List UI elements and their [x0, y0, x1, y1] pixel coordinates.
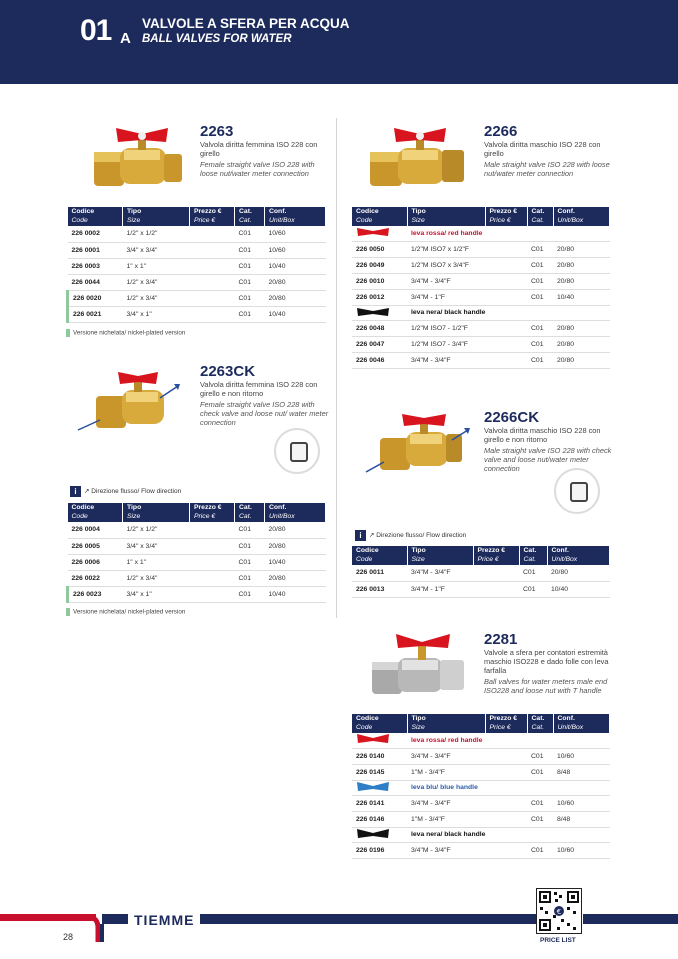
row-code: 226 0046	[352, 352, 407, 368]
row-cat: C01	[527, 336, 553, 352]
product-2263ck-info	[200, 364, 332, 427]
row-cat: C01	[235, 306, 265, 322]
product-desc-it: Valvola diritta maschio ISO 228 con girello e non ritorno	[484, 426, 601, 444]
th-cat-en: Cat.	[239, 512, 252, 520]
table-row	[352, 842, 610, 858]
th-conf: Conf.	[269, 504, 287, 511]
row-size: 1/2" x 3/4"	[123, 274, 190, 290]
row-size: 3/4"M - 3/4"F	[407, 565, 473, 581]
product-2263-info	[200, 124, 330, 178]
row-cat: C01	[527, 320, 553, 336]
table-row	[68, 258, 326, 274]
product-desc-it: Valvola diritta femmina ISO 228 con girello	[200, 140, 318, 158]
row-code: 226 0140	[352, 748, 407, 764]
section-letter: A	[120, 30, 131, 47]
th-price-en: Price €	[489, 723, 511, 731]
row-cat: C01	[527, 795, 553, 811]
row-box: 20/80	[553, 273, 610, 289]
row-box: 10/60	[265, 226, 326, 242]
row-code: 226 0011	[352, 565, 407, 581]
row-code: 226 0013	[352, 581, 407, 597]
row-cat: C01	[527, 748, 553, 764]
th-conf: Conf.	[551, 547, 569, 554]
row-size: 1/2" x 1/2"	[123, 522, 190, 538]
valve-2263ck-image	[74, 368, 184, 440]
th-code-en: Code	[356, 723, 373, 731]
product-2266ck-info	[484, 410, 614, 473]
row-size: 3/4"M - 3/4"F	[407, 748, 485, 764]
row-box: 20/80	[553, 241, 610, 257]
info-icon: i	[355, 530, 366, 541]
table-2263	[66, 207, 326, 323]
row-box: 10/40	[547, 581, 610, 597]
th-code-en: Code	[71, 512, 88, 520]
th-conf: Conf.	[269, 208, 287, 215]
row-code: 226 0050	[352, 241, 407, 257]
handle-label-blue: leva blu/ blue handle	[407, 780, 610, 795]
valve-2281-image	[366, 630, 474, 706]
th-size: Tipo	[411, 208, 426, 215]
red-handle-icon	[356, 227, 390, 237]
table-row	[68, 570, 326, 586]
nickel-note-text: Versione nichelata/ nickel-plated version	[73, 329, 186, 337]
red-handle-icon	[356, 733, 390, 745]
table-row	[68, 522, 326, 538]
row-box: 8/48	[553, 764, 610, 780]
svg-text:€: €	[556, 908, 562, 916]
table-row	[352, 748, 610, 764]
product-code: 2281	[484, 631, 518, 648]
info-icon: i	[70, 486, 81, 497]
table-row	[352, 565, 610, 581]
qr-code-icon[interactable]	[536, 888, 582, 934]
th-cat: Cat.	[523, 547, 537, 554]
row-size: 1/2"M ISO7 x 1/2"F	[407, 241, 485, 257]
row-box: 20/80	[265, 522, 326, 538]
row-cat: C01	[235, 554, 265, 570]
th-price-en: Price €	[194, 216, 216, 224]
th-code: Codice	[71, 208, 95, 215]
row-code: 226 0049	[352, 257, 407, 273]
row-size: 1"M - 3/4"F	[407, 764, 485, 780]
th-conf-en: Unit/Box	[557, 723, 584, 731]
handle-group-black	[352, 827, 610, 842]
handle-label-black: leva nera/ black handle	[407, 827, 610, 842]
th-price: Prezzo €	[489, 208, 518, 215]
row-cat: C01	[235, 242, 265, 258]
nickel-note-text: Versione nichelata/ nickel-plated version	[73, 608, 186, 616]
row-box: 10/60	[553, 748, 610, 764]
row-size: 3/4"M - 1"F	[407, 581, 473, 597]
row-size: 1" x 1"	[123, 554, 190, 570]
row-size: 1/2" x 3/4"	[123, 570, 190, 586]
row-code: 226 0005	[68, 538, 123, 554]
handle-label-red: leva rossa/ red handle	[407, 733, 610, 748]
th-code-en: Code	[356, 555, 373, 563]
table-row	[352, 273, 610, 289]
th-cat-en: Cat.	[531, 723, 544, 731]
row-cat: C01	[235, 538, 265, 554]
row-size: 1" x 1"	[123, 258, 190, 274]
handle-label-black: leva nera/ black handle	[407, 305, 610, 320]
product-2281-info	[484, 632, 614, 695]
row-size: 3/4"M - 3/4"F	[407, 352, 485, 368]
table-row	[352, 257, 610, 273]
row-cat: C01	[235, 586, 265, 602]
th-size: Tipo	[411, 715, 426, 722]
row-code: 226 0048	[352, 320, 407, 336]
th-code-en: Code	[356, 216, 373, 224]
table-row	[352, 764, 610, 780]
th-cat-en: Cat.	[531, 216, 544, 224]
footer-navy-bar-right	[583, 914, 678, 924]
th-conf-en: Unit/Box	[269, 216, 295, 224]
valve-2266ck-image	[362, 410, 474, 482]
row-code: 226 0010	[352, 273, 407, 289]
table-2266ck	[352, 546, 610, 598]
product-code: 2263	[200, 123, 234, 140]
section-title: VALVOLE A SFERA PER ACQUA	[142, 16, 350, 31]
row-cat: C01	[235, 290, 265, 306]
brand-logo: TIEMME	[128, 912, 200, 928]
table-row	[68, 290, 326, 306]
row-box: 20/80	[553, 257, 610, 273]
product-desc-en: Female straight valve ISO 228 with check valve and loose nut/ water meter connection	[200, 400, 329, 427]
row-cat: C01	[519, 581, 547, 597]
table-row	[352, 581, 610, 597]
row-code: 226 0047	[352, 336, 407, 352]
valve-2263-image	[86, 122, 190, 198]
row-code: 226 0146	[352, 811, 407, 827]
product-code: 2266CK	[484, 409, 540, 426]
row-code: 226 0012	[352, 289, 407, 305]
price-list-label: PRICE LIST	[540, 937, 576, 944]
row-size: 3/4"M - 3/4"F	[407, 842, 485, 858]
row-box: 20/80	[553, 352, 610, 368]
th-size: Tipo	[127, 504, 142, 511]
row-code: 226 0003	[68, 258, 123, 274]
table-row	[352, 241, 610, 257]
row-code: 226 0023	[68, 586, 123, 602]
flow-direction-legend	[70, 486, 181, 497]
product-desc-en: Ball valves for water meters male end ISO228 and loose nut with T handle	[484, 677, 608, 695]
row-box: 10/40	[265, 554, 326, 570]
flow-text: Direzione flusso/ Flow direction	[91, 488, 182, 496]
table-2266	[352, 207, 610, 369]
arrow-icon: ↗	[84, 488, 92, 496]
row-box: 20/80	[265, 274, 326, 290]
row-cat: C01	[235, 570, 265, 586]
row-code: 226 0021	[68, 306, 123, 322]
row-code: 226 0044	[68, 274, 123, 290]
table-row	[68, 586, 326, 602]
table-row	[352, 336, 610, 352]
row-box: 20/80	[553, 336, 610, 352]
check-valve-insert-image	[554, 468, 600, 514]
blue-handle-icon	[356, 781, 390, 793]
row-box: 10/60	[265, 242, 326, 258]
th-price: Prezzo €	[489, 715, 518, 722]
row-size: 3/4"M - 1"F	[407, 289, 485, 305]
row-cat: C01	[527, 273, 553, 289]
black-handle-icon	[356, 307, 390, 317]
th-cat-en: Cat.	[239, 216, 252, 224]
table-2281	[352, 714, 610, 859]
handle-group-black	[352, 305, 610, 320]
table-row	[68, 274, 326, 290]
row-code: 226 0020	[68, 290, 123, 306]
th-code: Codice	[71, 504, 95, 511]
th-cat: Cat.	[531, 208, 545, 215]
row-box: 8/48	[553, 811, 610, 827]
table-row	[352, 289, 610, 305]
product-desc-en: Female straight valve ISO 228 with loose nut/water meter connection	[200, 160, 315, 178]
row-code: 226 0196	[352, 842, 407, 858]
row-code: 226 0022	[68, 570, 123, 586]
row-cat: C01	[235, 258, 265, 274]
table-row	[352, 795, 610, 811]
th-price-en: Price €	[489, 216, 511, 224]
handle-group-red	[352, 733, 610, 748]
th-cat: Cat.	[239, 208, 252, 215]
row-cat: C01	[235, 522, 265, 538]
product-desc-en: Male straight valve ISO 228 with loose nut/water meter connection	[484, 160, 610, 178]
row-box: 10/40	[265, 306, 326, 322]
th-cat-en: Cat.	[523, 555, 536, 563]
th-conf-en: Unit/Box	[269, 512, 295, 520]
row-cat: C01	[527, 289, 553, 305]
handle-group-blue	[352, 780, 610, 795]
th-conf-en: Unit/Box	[551, 555, 578, 563]
row-size: 1/2" x 3/4"	[123, 290, 190, 306]
product-desc-it: Valvole a sfera per contatori estremità maschio ISO228 e dado folle con leva farfalla	[484, 648, 609, 675]
product-code: 2266	[484, 123, 518, 140]
th-code: Codice	[356, 208, 379, 215]
th-code: Codice	[356, 547, 379, 554]
row-size: 3/4" x 3/4"	[123, 538, 190, 554]
row-code: 226 0002	[68, 226, 123, 242]
row-cat: C01	[527, 352, 553, 368]
row-box: 10/40	[553, 289, 610, 305]
th-size-en: Size	[127, 512, 141, 520]
th-size-en: Size	[411, 216, 425, 224]
th-size-en: Size	[411, 555, 425, 563]
row-code: 226 0001	[68, 242, 123, 258]
table-row	[68, 538, 326, 554]
row-size: 3/4"M - 3/4"F	[407, 795, 485, 811]
row-cat: C01	[519, 565, 547, 581]
th-conf-en: Unit/Box	[557, 216, 584, 224]
th-size-en: Size	[411, 723, 425, 731]
row-cat: C01	[527, 241, 553, 257]
row-box: 10/60	[553, 842, 610, 858]
table-row	[68, 242, 326, 258]
row-cat: C01	[235, 226, 265, 242]
row-cat: C01	[527, 811, 553, 827]
th-size: Tipo	[411, 547, 426, 554]
th-conf: Conf.	[557, 715, 575, 722]
row-size: 3/4"M - 3/4"F	[407, 273, 485, 289]
product-desc-it: Valvola diritta maschio ISO 228 con girello	[484, 140, 601, 158]
th-size-en: Size	[127, 216, 141, 224]
th-code-en: Code	[71, 216, 88, 224]
table-row	[68, 226, 326, 242]
row-box: 20/80	[553, 320, 610, 336]
row-cat: C01	[527, 764, 553, 780]
row-size: 1/2"M ISO7 - 3/4"F	[407, 336, 485, 352]
flow-text: Direzione flusso/ Flow direction	[376, 532, 467, 540]
table-row	[352, 811, 610, 827]
table-row	[68, 306, 326, 322]
row-size: 3/4" x 1"	[123, 306, 190, 322]
row-box: 20/80	[265, 538, 326, 554]
section-title-en: BALL VALVES FOR WATER	[142, 33, 292, 45]
nickel-note	[66, 329, 185, 337]
arrow-icon: ↗	[369, 532, 377, 540]
valve-2266-image	[364, 122, 474, 198]
th-cat: Cat.	[239, 504, 252, 511]
row-box: 10/40	[265, 258, 326, 274]
column-divider	[336, 118, 337, 618]
th-price: Prezzo €	[477, 547, 506, 554]
nickel-note	[66, 608, 185, 616]
page-number: 28	[63, 932, 74, 942]
row-size: 1/2"M ISO7 - 1/2"F	[407, 320, 485, 336]
row-size: 1/2" x 1/2"	[123, 226, 190, 242]
check-valve-insert-image	[274, 428, 320, 474]
row-size: 1/2"M ISO7 x 3/4"F	[407, 257, 485, 273]
product-2266-info	[484, 124, 614, 178]
th-cat: Cat.	[531, 715, 545, 722]
row-size: 1"M - 3/4"F	[407, 811, 485, 827]
handle-group-red	[352, 226, 610, 241]
row-cat: C01	[235, 274, 265, 290]
table-row	[352, 352, 610, 368]
th-price-en: Price €	[477, 555, 499, 563]
table-row	[68, 554, 326, 570]
th-code: Codice	[356, 715, 379, 722]
product-code: 2263CK	[200, 363, 256, 380]
row-code: 226 0006	[68, 554, 123, 570]
th-price: Prezzo €	[194, 504, 222, 511]
section-number: 01	[80, 14, 112, 47]
table-2263ck	[66, 503, 326, 603]
row-code: 226 0004	[68, 522, 123, 538]
th-size: Tipo	[127, 208, 142, 215]
row-box: 20/80	[265, 290, 326, 306]
th-conf: Conf.	[557, 208, 575, 215]
handle-label-red: leva rossa/ red handle	[407, 226, 610, 241]
row-code: 226 0141	[352, 795, 407, 811]
row-size: 3/4" x 1"	[123, 586, 190, 602]
black-handle-icon	[356, 828, 390, 840]
row-box: 20/80	[547, 565, 610, 581]
th-price-en: Price €	[194, 512, 216, 520]
row-box: 20/80	[265, 570, 326, 586]
row-cat: C01	[527, 842, 553, 858]
th-price: Prezzo €	[194, 208, 222, 215]
footer-red-bar	[0, 914, 96, 921]
product-desc-en: Male straight valve ISO 228 with check valve and loose nut/water meter connection	[484, 446, 612, 473]
product-desc-it: Valvola diritta femmina ISO 228 con girello e non ritorno	[200, 380, 318, 398]
row-cat: C01	[527, 257, 553, 273]
row-box: 10/40	[265, 586, 326, 602]
table-row	[352, 320, 610, 336]
flow-direction-legend	[355, 530, 466, 541]
row-code: 226 0145	[352, 764, 407, 780]
row-box: 10/60	[553, 795, 610, 811]
page-header	[0, 0, 678, 84]
row-size: 3/4" x 3/4"	[123, 242, 190, 258]
